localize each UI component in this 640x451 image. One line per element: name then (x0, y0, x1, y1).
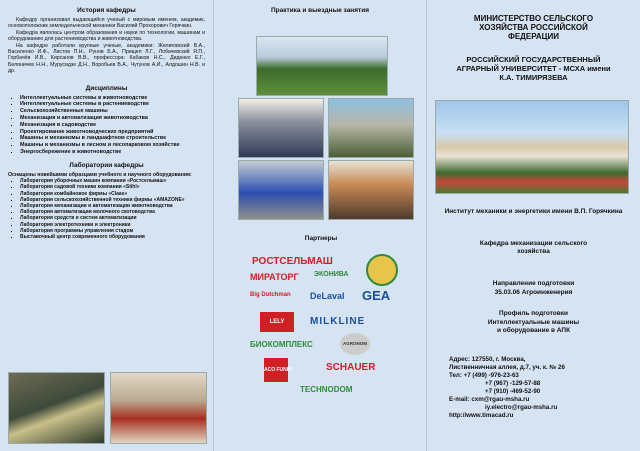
website-link[interactable]: http://www.timacad.ru (449, 412, 514, 419)
partners-title: Партнеры (304, 235, 338, 242)
partner-emblem-icon (366, 254, 398, 286)
profile-label: Профиль подготовки (499, 310, 568, 317)
direction-value: 35.03.06 Агроинженерия (494, 289, 573, 296)
list-item: ▪ Лаборатория садовой техники компании «Stihl» (20, 184, 205, 190)
lab-photo-cows (8, 372, 105, 444)
disciplines-list (8, 95, 205, 156)
list-item: ▪ Интеллектуальные системы в растениеводстве (20, 101, 205, 108)
partner-logo-lely: LELY (260, 312, 294, 332)
ministry-title: МИНИСТЕРСТВО СЕЛЬСКОГО ХОЗЯЙСТВА РОССИЙСКОЙ ФЕДЕРАЦИИ (473, 14, 594, 41)
practice-photo-group (238, 98, 324, 158)
panel-history (0, 0, 213, 451)
list-item: ▪ Лаборатория комбайновое фирмы «Claas» (20, 191, 205, 197)
direction-label: Направление подготовки (492, 280, 575, 287)
list-item: ▪ Лаборатория уборочных машин компании «Ростсельмаш» (20, 178, 205, 184)
partner-logo-ekoniva: ЭКОНИВА (314, 271, 349, 278)
disciplines-title: Дисциплины (85, 84, 128, 92)
partner-logo-rostselmash: РОСТСЕЛЬМАШ (252, 256, 333, 267)
partner-logo-biokompleks: БИОКОМПЛЕКС (250, 340, 313, 349)
list-item: ▪ Механизация и автоматизация животноводства (20, 115, 205, 122)
list-item: ▪ Проектирование животноводческих предприятий (20, 129, 205, 136)
contacts-block (449, 356, 565, 420)
practice-title: Практика и выездные занятия (270, 7, 370, 14)
profile-value: Интеллектуальные машины и оборудование в АПК (487, 319, 580, 334)
partner-logo-schauer: SCHAUER (326, 362, 376, 373)
list-item: ▪ Лаборатория электротехники и электроники (20, 222, 205, 228)
history-paragraph: На кафедре работали крупные ученые, академики: Желиговский В.А., Василенко И.Ф., Листов П.Н., Рунов Б.А., Прищеп Л.Г., Лобачевский Я.П., Горбачёв И.В., Кирсанов В.В., профессора: Кабаков Н.С., Диденко Е.Г., Беляничев Н.Н., Мурусидзе Д.Н., Воробьев В.А., Чугунов А.И., Алдошин Н.В. и др. (8, 42, 205, 75)
labs-title: Лаборатории кафедры (69, 161, 144, 169)
list-item: ▪ Выставочный центр современного оборудования (20, 234, 205, 240)
history-paragraph: Кафедру организовал выдающийся ученый с мировым именем, академик, основоположник земледельческой механики Василий Прохорович Горячкин. (8, 17, 205, 30)
address-line: Адрес: 127550, г. Москва, (449, 356, 526, 363)
panel-practice (213, 0, 427, 451)
phone-line: Тел: +7 (499) -976-23-63 (449, 372, 519, 379)
practice-photo-field (256, 36, 388, 96)
panel-contacts (427, 0, 640, 451)
email-link[interactable]: iy.electro@rgau-msha.ru (485, 404, 558, 411)
address-line: Лиственничная аллея, д.7, уч. к. № 26 (449, 364, 565, 371)
list-item: ▪ Энергосбережение в животноводстве (20, 149, 205, 156)
partner-logo-miratorg: МИРАТОРГ (250, 272, 299, 282)
list-item: ▪ Механизация в садоводстве (20, 122, 205, 129)
history-text (8, 17, 205, 75)
list-item: ▪ Лаборатория автоматизации молочного скотоводства (20, 209, 205, 215)
list-item: ▪ Машины и механизмы в ландшафтном строительстве (20, 135, 205, 142)
history-paragraph: Кафедра являлась центром образования и науки по технологии, машинам и оборудованию для растениеводства и животноводства. (8, 29, 205, 43)
partner-logo-bigdutchman: Big Dutchman (250, 292, 291, 298)
institute-name: Институт механики и энергетики имени В.П. Горячкина (444, 208, 623, 215)
lab-photo-equipment (110, 372, 207, 444)
list-item: ▪ Сельскохозяйственные машины (20, 108, 205, 115)
partner-logo-gea: GEA (362, 288, 391, 303)
partner-logo-milkline: MILKLINE (310, 316, 366, 327)
department-name: Кафедра механизации сельского хозяйства (479, 240, 588, 255)
university-building-photo (435, 100, 629, 194)
practice-photo-barn (328, 160, 414, 220)
history-title: История кафедры (77, 7, 136, 14)
partner-logo-agronom: AGRONOM (340, 333, 370, 355)
phone-line: +7 (967) -129-57-88 (485, 380, 541, 387)
partner-logo-technodom: TECHNODOM (300, 385, 353, 394)
practice-photo-outdoor (328, 98, 414, 158)
list-item: ▪ Лаборатория сельскохозяйственной техники фирмы «AMAZONE» (20, 197, 205, 203)
list-item: ▪ Машины и механизмы в лесном и лесопарковом хозяйстве (20, 142, 205, 149)
list-item: ▪ Интеллектуальные системы в животноводстве (20, 95, 205, 102)
list-item: ▪ Лаборатория механизации и автоматизации животноводства (20, 203, 205, 209)
labs-list (8, 178, 205, 240)
list-item: ▪ Лаборатория программы управления стадом (20, 228, 205, 234)
partner-logo-delaval: DeLaval (310, 291, 345, 301)
practice-photo-workers (238, 160, 324, 220)
email-link[interactable]: E-mail: cxm@rgau-msha.ru (449, 396, 530, 403)
labs-intro: Оснащены новейшими образцами учебного и научного оборудования: (8, 171, 192, 178)
university-title: РОССИЙСКИЙ ГОСУДАРСТВЕННЫЙ АГРАРНЫЙ УНИВЕРСИТЕТ - МСХА имени К.А. ТИМИРЯЗЕВА (456, 55, 611, 82)
phone-line: +7 (910) -469-52-90 (485, 388, 541, 395)
partner-logo-aco: ACO FUNKI (264, 358, 288, 382)
list-item: ▪ Лаборатория средств и систем автоматизации (20, 215, 205, 221)
